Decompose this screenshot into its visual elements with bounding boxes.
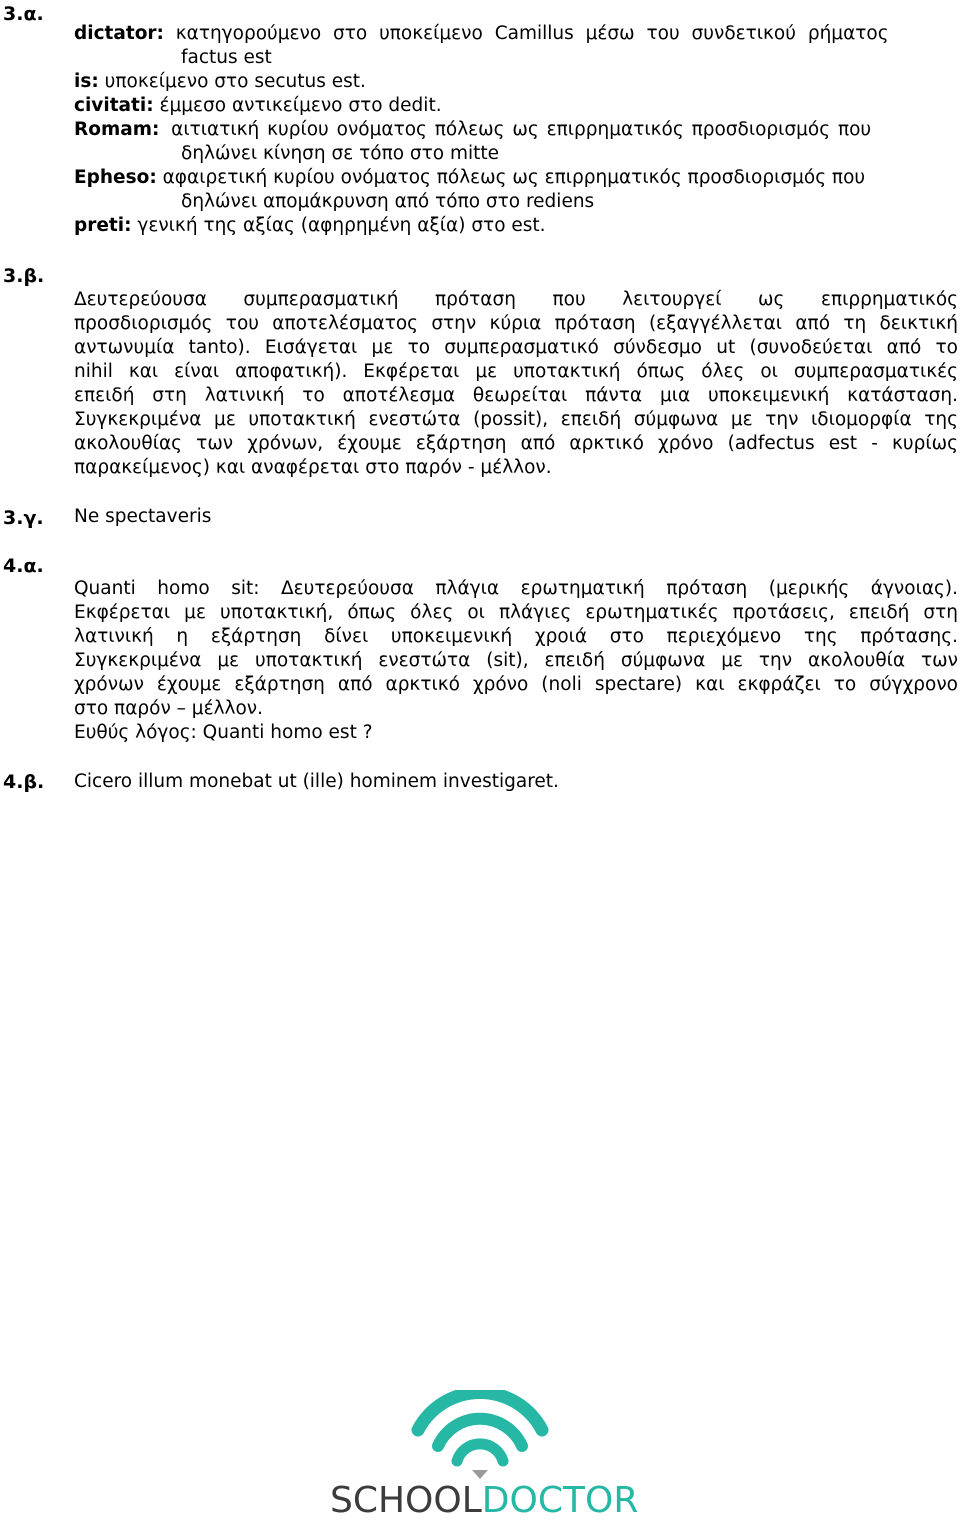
entry-dictator-cont: factus est (181, 47, 272, 68)
s4a-line-1: Quanti homo sit: Δευτερεύουσα πλάγια ερωτηματική πρόταση (μερικής άγνοιας). (74, 578, 958, 599)
section-label-4a: 4.α. (3, 555, 44, 577)
s4a-line-6: στο παρόν – μέλλον. (74, 698, 264, 719)
term-epheso: Epheso: (74, 167, 157, 188)
s4a-line-4: Συγκεκριμένα με υποτακτική ενεστώτα (sit), επειδή σύμφωνα με την ακολουθία των (74, 650, 958, 671)
entry-is-text: υποκείμενο στο secutus est. (104, 71, 366, 92)
s4a-line-2: Εκφέρεται με υποτακτική, όπως όλες οι πλάγιες ερωτηματικές προτάσεις, επειδή στη (74, 602, 958, 623)
entry-dictator (74, 22, 889, 46)
term-dictator: dictator: (74, 23, 164, 44)
entry-romam-cont: δηλώνει κίνηση σε τόπο στο mitte (181, 143, 500, 164)
entry-preti-text: γενική της αξίας (αφηρημένη αξία) στο est. (137, 215, 546, 236)
section-label-3a: 3.α. (3, 3, 44, 25)
s3b-line-8: παρακείμενος) και αναφέρεται στο παρόν - μέλλον. (74, 457, 552, 478)
s3b-line-7: ακολουθίας των χρόνων, έχουμε εξάρτηση από αρκτικό χρόνο (adfectus est - κυρίως (74, 433, 958, 454)
entry-civitati-text: έμμεσο αντικείμενο στο dedit. (159, 95, 442, 116)
entry-romam (74, 118, 871, 142)
term-romam: Romam: (74, 119, 160, 140)
entry-epheso-cont: δηλώνει απομάκρυνση από τόπο στο rediens (181, 191, 595, 212)
s4a-line-7: Ευθύς λόγος: Quanti homo est ? (74, 722, 373, 743)
section-label-3g: 3.γ. (3, 507, 44, 529)
term-preti: preti: (74, 215, 132, 236)
s3b-line-6: Συγκεκριμένα με υποτακτική ενεστώτα (possit), επειδή σύμφωνα με την ιδιομορφία της (74, 409, 958, 430)
s4a-line-3: λατινική η εξάρτηση δίνει υποκειμενική χροιά στο περιεχόμενο της πρότασης. (74, 626, 958, 647)
logo-wordmark (330, 1480, 639, 1521)
s4b-answer: Cicero illum monebat ut (ille) hominem investigaret. (74, 771, 559, 792)
wifi-signal-icon (330, 1390, 630, 1480)
schooldoctor-logo (330, 1390, 639, 1524)
s3b-line-5: επειδή στη λατινική το αποτέλεσμα θεωρείται πάντα μια υποκειμενική κατάσταση. (74, 385, 958, 406)
entry-preti (74, 214, 546, 238)
entry-civitati (74, 94, 442, 118)
entry-is (74, 70, 366, 94)
entry-epheso (74, 166, 865, 190)
entry-dictator-text: κατηγορούμενο στο υποκείμενο Camillus μέσω του συνδετικού ρήματος (175, 23, 889, 44)
section-label-3b: 3.β. (3, 265, 45, 287)
logo-text-school: SCHOOL (330, 1480, 482, 1521)
s3b-line-2: προσδιορισμός του αποτελέσματος στην κύρια πρόταση (εξαγγέλλεται από τη δεικτική (74, 313, 958, 334)
s4a-line-5: χρόνων έχουμε εξάρτηση από αρκτικό χρόνο (noli spectare) και εκφράζει το σύγχρονο (74, 674, 958, 695)
entry-epheso-text: αφαιρετική κυρίου ονόματος πόλεως ως επιρρηματικός προσδιορισμός που (162, 167, 866, 188)
s3b-line-3: αντωνυμία tanto). Εισάγεται με το συμπερασματικό σύνδεσμο ut (συνοδεύεται από το (74, 337, 958, 358)
s3b-line-4: nihil και είναι αποφατική). Εκφέρεται με υποτακτική όπως όλες οι συμπερασματικές (74, 361, 958, 382)
entry-romam-text: αιτιατική κυρίου ονόματος πόλεως ως επιρρηματικός προσδιορισμός που (171, 119, 872, 140)
term-civitati: civitati: (74, 95, 154, 116)
logo-text-doctor: DOCTOR (481, 1480, 639, 1521)
s3b-line-1: Δευτερεύουσα συμπερασματική πρόταση που λειτουργεί ως επιρρηματικός (74, 289, 958, 310)
s3g-answer: Ne spectaveris (74, 506, 212, 527)
term-is: is: (74, 71, 99, 92)
section-label-4b: 4.β. (3, 771, 45, 793)
